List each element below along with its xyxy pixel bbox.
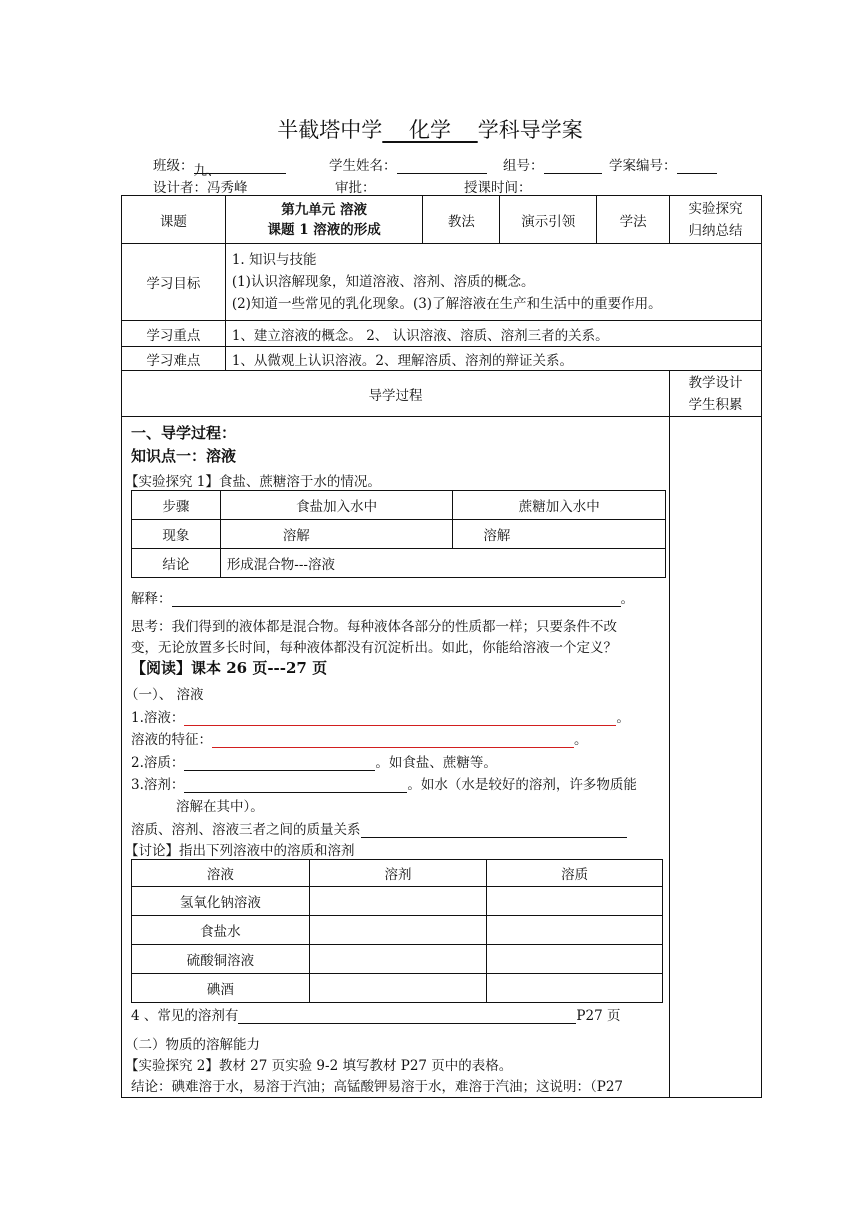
solution-definition: 1.溶液： 。 xyxy=(131,710,630,726)
explanation-line: 解释： 。 xyxy=(131,591,634,607)
learning-goal-label: 学习目标 xyxy=(122,244,226,321)
exp-sugar-phenomenon: 溶解 xyxy=(453,520,666,549)
design-header: 教学设计 学生积累 xyxy=(670,371,762,417)
learn-method-label: 学法 xyxy=(597,196,670,244)
topic-value: 第九单元 溶液 课题 1 溶液的形成 xyxy=(225,196,423,244)
subsection-solution: （一）、 溶液 xyxy=(125,687,204,703)
discuss-solvent-cell[interactable] xyxy=(309,945,487,974)
process-content xyxy=(122,417,670,1098)
section-heading: 一、导学过程： xyxy=(131,424,237,442)
knowledge-point-heading: 知识点一：溶液 xyxy=(131,447,237,465)
experiment-1-table xyxy=(131,490,666,578)
exp-row-conclusion-label: 结论 xyxy=(132,549,221,578)
lesson-time-field: 授课时间： xyxy=(464,176,636,196)
main-table xyxy=(121,195,762,1098)
discussion-title: 【讨论】指出下列溶液中的溶质和溶剂 xyxy=(125,843,355,859)
title-suffix: 学科导学案 xyxy=(477,118,583,142)
learning-goal-content: 1. 知识与技能 (1)认识溶解现象，知道溶液、溶剂、溶质的概念。 (2)知道一些常见的乳化现象。(3)了解溶液在生产和生活中的重要作用。 xyxy=(225,244,761,321)
discuss-row-label: 氢氧化钠溶液 xyxy=(132,887,310,916)
discussion-table xyxy=(131,859,663,1003)
discuss-solute-cell[interactable] xyxy=(487,916,663,945)
discuss-solute-cell[interactable] xyxy=(487,974,663,1003)
school-name: 半截塔中学 xyxy=(277,118,383,142)
exp-header-step: 步骤 xyxy=(132,491,221,520)
discuss-solute-cell[interactable] xyxy=(487,887,663,916)
think-line-1: 思考：我们得到的液体都是混合物。每种液体各部分的性质都一样；只要条件不改 xyxy=(131,619,617,635)
solution-feature: 溶液的特征： 。 xyxy=(131,732,588,748)
student-notes-column[interactable] xyxy=(670,417,762,1098)
experiment-1-title: 【实验探究 1】食盐、蔗糖溶于水的情况。 xyxy=(125,474,381,490)
discuss-row-label: 硫酸铜溶液 xyxy=(132,945,310,974)
discuss-header-solvent: 溶剂 xyxy=(309,860,487,887)
teach-method-label: 教法 xyxy=(423,196,500,244)
mass-relation: 溶质、溶剂、溶液三者之间的质量关系 xyxy=(131,818,627,838)
discuss-solvent-cell[interactable] xyxy=(309,916,487,945)
key-point-content: 1、建立溶液的概念。 2、 认识溶液、溶质、溶剂三者的关系。 xyxy=(225,321,761,347)
exp-row-phenomenon-label: 现象 xyxy=(132,520,221,549)
case-number-field: 学案编号： xyxy=(609,154,717,174)
think-line-2: 变，无论放置多长时间，每种液体都没有沉淀析出。如此，你能给溶液一个定义？ xyxy=(131,640,617,656)
solvent-definition-cont: 溶解在其中）。 xyxy=(176,799,264,815)
exp-header-salt: 食盐加入水中 xyxy=(220,491,453,520)
teach-method-value: 演示引领 xyxy=(500,196,597,244)
subsection-dissolving: （二）物质的溶解能力 xyxy=(125,1037,260,1053)
common-solvents: 4 、常见的溶剂有 P27 页 xyxy=(131,1008,621,1024)
solvent-definition: 3.溶剂： 。如水（水是较好的溶剂，许多物质能 xyxy=(131,777,637,793)
process-header: 导学过程 xyxy=(122,371,670,417)
difficulty-label: 学习难点 xyxy=(122,347,226,371)
key-point-label: 学习重点 xyxy=(122,321,226,347)
solute-definition: 2.溶质： 。如食盐、蔗糖等。 xyxy=(131,755,497,771)
exp-conclusion: 形成混合物---溶液 xyxy=(220,549,665,578)
experiment-2-title: 【实验探究 2】教材 27 页实验 9-2 填写教材 P27 页中的表格。 xyxy=(125,1058,513,1074)
student-name-field: 学生姓名： xyxy=(329,154,487,174)
group-field: 组号： xyxy=(503,154,602,174)
discuss-solvent-cell[interactable] xyxy=(309,887,487,916)
exp-salt-phenomenon: 溶解 xyxy=(220,520,453,549)
learn-method-value: 实验探究 归纳总结 xyxy=(670,196,762,244)
subject-name: 化学 xyxy=(409,118,451,142)
discuss-row-label: 碘酒 xyxy=(132,974,310,1003)
discuss-row-label: 食盐水 xyxy=(132,916,310,945)
discuss-solute-cell[interactable] xyxy=(487,945,663,974)
discuss-header-solution: 溶液 xyxy=(132,860,310,887)
exp-header-sugar: 蔗糖加入水中 xyxy=(453,491,666,520)
topic-label: 课题 xyxy=(122,196,226,244)
class-field: 班级：九、 xyxy=(153,154,286,174)
experiment-2-conclusion: 结论：碘难溶于水，易溶于汽油；高锰酸钾易溶于水，难溶于汽油；这说明：（P27 xyxy=(131,1079,624,1095)
reading-heading: 【阅读】课本 26 页---27 页 xyxy=(131,659,328,677)
page-title xyxy=(0,114,860,144)
discuss-solvent-cell[interactable] xyxy=(309,974,487,1003)
approver-field: 审批： xyxy=(335,180,376,196)
discuss-header-solute: 溶质 xyxy=(487,860,663,887)
difficulty-content: 1、从微观上认识溶液。2、理解溶质、溶剂的辩证关系。 xyxy=(225,347,761,371)
designer-field: 设计者：冯秀峰 xyxy=(153,180,248,196)
